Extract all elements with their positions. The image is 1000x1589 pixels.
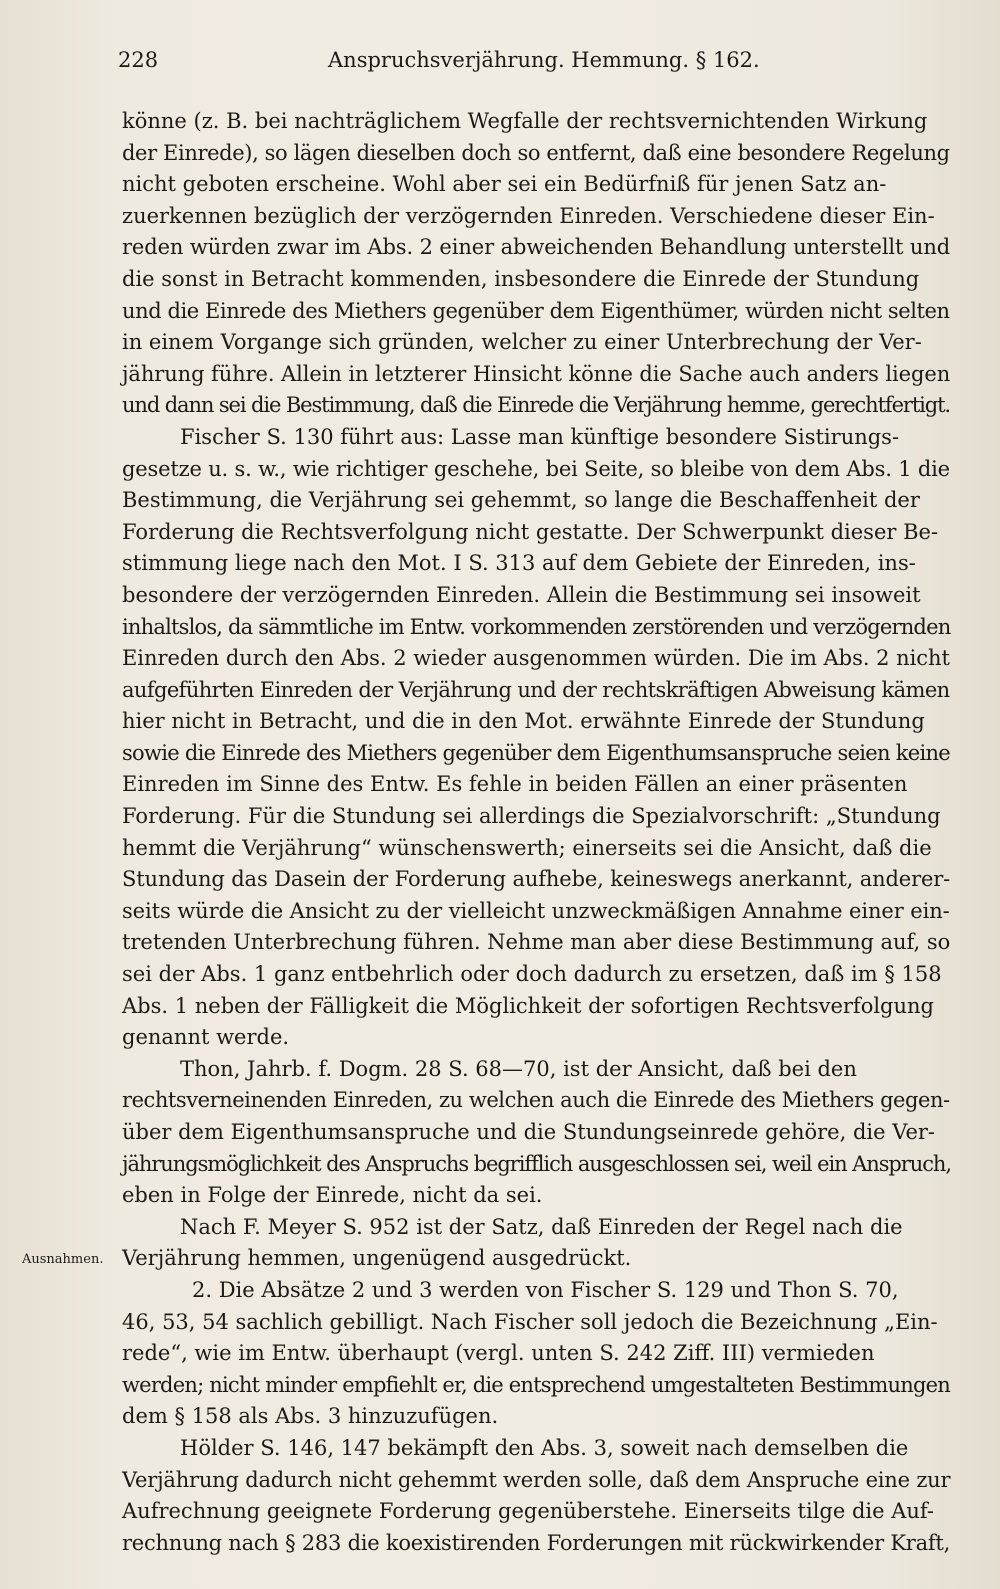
text-line: Forderung. Für die Stundung sei allerdings die Spezialvorschrift: „Stundung xyxy=(122,804,941,829)
text-line: werden; nicht minder empfiehlt er, die entsprechend umgestalteten Bestimmungen xyxy=(122,1372,950,1397)
paragraph-start-line: Hölder S. 146, 147 bekämpft den Abs. 3, soweit nach demselben die xyxy=(180,1435,909,1460)
running-title: Anspruchsverjährung. Hemmung. § 162. xyxy=(328,48,760,72)
text-line: nicht geboten erscheine. Wohl aber sei ein Bedürfniß für jenen Satz an- xyxy=(122,172,887,197)
text-line: Verjährung dadurch nicht gehemmt werden solle, daß dem Anspruche eine zur xyxy=(122,1467,951,1492)
text-line: dem § 158 als Abs. 3 hinzuzufügen. xyxy=(122,1404,499,1429)
text-line: reden würden zwar im Abs. 2 einer abweichenden Behandlung unterstellt und xyxy=(122,235,951,260)
text-line: sowie die Einrede des Miethers gegenüber dem Eigenthumsanspruche seien keine xyxy=(122,740,950,765)
paragraph-start-line: Thon, Jahrb. f. Dogm. 28 S. 68—70, ist der Ansicht, daß bei den xyxy=(180,1056,857,1081)
text-line: rechtsverneinenden Einreden, zu welchen auch die Einrede des Miethers gegen- xyxy=(122,1088,950,1113)
text-line: Forderung die Rechtsverfolgung nicht gestatte. Der Schwerpunkt dieser Be- xyxy=(122,519,939,544)
text-line: genannt werde. xyxy=(122,1025,290,1050)
text-line: inhaltslos, da sämmtliche im Entw. vorkommenden zerstörenden und verzögernden xyxy=(122,614,951,639)
text-line: und die Einrede des Miethers gegenüber dem Eigenthümer, würden nicht selten xyxy=(122,298,950,323)
text-line: könne (z. B. bei nachträglichem Wegfalle der rechtsvernichtenden Wirkung xyxy=(122,109,928,133)
text-line: tretenden Unterbrechung führen. Nehme man aber diese Bestimmung auf, so xyxy=(122,930,951,955)
text-line: über dem Eigenthumsanspruche und die Stundungseinrede gehöre, die Ver- xyxy=(122,1120,936,1144)
text-line: Abs. 1 neben der Fälligkeit die Möglichkeit der sofortigen Rechtsverfolgung xyxy=(122,993,934,1018)
text-line: und dann sei die Bestimmung, daß die Einrede die Verjährung hemme, gerechtfertigt. xyxy=(122,393,950,418)
text-line: der Einrede), so lägen dieselben doch so entfernt, daß eine besondere Regelung xyxy=(122,140,950,165)
text-line: stimmung liege nach den Mot. I S. 313 auf dem Gebiete der Einreden, ins- xyxy=(122,551,916,576)
text-line: Einreden durch den Abs. 2 wieder ausgenommen würden. Die im Abs. 2 nicht xyxy=(122,646,950,671)
text-line: 46, 53, 54 sachlich gebilligt. Nach Fischer soll jedoch die Bezeichnung „Ein- xyxy=(122,1309,938,1334)
text-line: rechnung nach § 283 die koexistirenden Forderungen mit rückwirkender Kraft, xyxy=(122,1530,951,1555)
text-line: in einem Vorgange sich gründen, welcher zu einer Unterbrechung der Ver- xyxy=(122,330,922,355)
text-line: Aufrechnung geeignete Forderung gegenüberstehe. Einerseits tilge die Auf- xyxy=(122,1499,935,1524)
text-line: aufgeführten Einreden der Verjährung und der rechtskräftigen Abweisung kämen xyxy=(122,677,950,702)
text-line: hemmt die Verjährung“ wünschenswerth; einerseits sei die Ansicht, daß die xyxy=(122,835,932,860)
text-line: besondere der verzögernden Einreden. Allein die Bestimmung sei insoweit xyxy=(122,582,921,607)
text-line: hier nicht in Betracht, und die in den Mot. erwähnte Einrede der Stundung xyxy=(122,709,925,734)
body-text xyxy=(122,106,950,1559)
text-line: eben in Folge der Einrede, nicht da sei. xyxy=(122,1183,543,1208)
text-line: jährungsmöglichkeit des Anspruchs begrifflich ausgeschlossen sei, weil ein Anspruch, xyxy=(122,1151,951,1176)
text-line: Bestimmung, die Verjährung sei gehemmt, so lange die Beschaffenheit der xyxy=(122,488,920,513)
paragraph-start-line: 2. Die Absätze 2 und 3 werden von Fischer S. 129 und Thon S. 70, xyxy=(192,1277,899,1302)
paragraph-start-line: Nach F. Meyer S. 952 ist der Satz, daß Einreden der Regel nach die xyxy=(180,1214,903,1239)
text-line: seits würde die Ansicht zu der vielleicht unzweckmäßigen Annahme einer ein- xyxy=(122,898,950,923)
page-number: 228 xyxy=(118,48,159,72)
text-line: rede“, wie im Entw. überhaupt (vergl. unten S. 242 Ziff. III) vermieden xyxy=(122,1341,875,1366)
text-line: sei der Abs. 1 ganz entbehrlich oder doch dadurch zu ersetzen, daß im § 158 xyxy=(122,962,942,987)
text-line: Verjährung hemmen, ungenügend ausgedrückt. xyxy=(122,1246,632,1271)
text-line: gesetze u. s. w., wie richtiger geschehe, bei Seite, so bleibe von dem Abs. 1 die xyxy=(122,456,950,481)
text-line: Stundung das Dasein der Forderung aufhebe, keineswegs anerkannt, anderer- xyxy=(122,867,951,892)
text-line: Einreden im Sinne des Entw. Es fehle in beiden Fällen an einer präsenten xyxy=(122,772,908,797)
margin-note: Ausnahmen. xyxy=(22,1252,104,1267)
text-line: jährung führe. Allein in letzterer Hinsicht könne die Sache auch anders liegen xyxy=(122,361,951,386)
text-line: zuerkennen bezüglich der verzögernden Einreden. Verschiedene dieser Ein- xyxy=(122,203,935,228)
text-line: die sonst in Betracht kommenden, insbesondere die Einrede der Stundung xyxy=(122,266,920,291)
paragraph-start-line: Fischer S. 130 führt aus: Lasse man künftige besondere Sistirungs- xyxy=(180,424,900,449)
